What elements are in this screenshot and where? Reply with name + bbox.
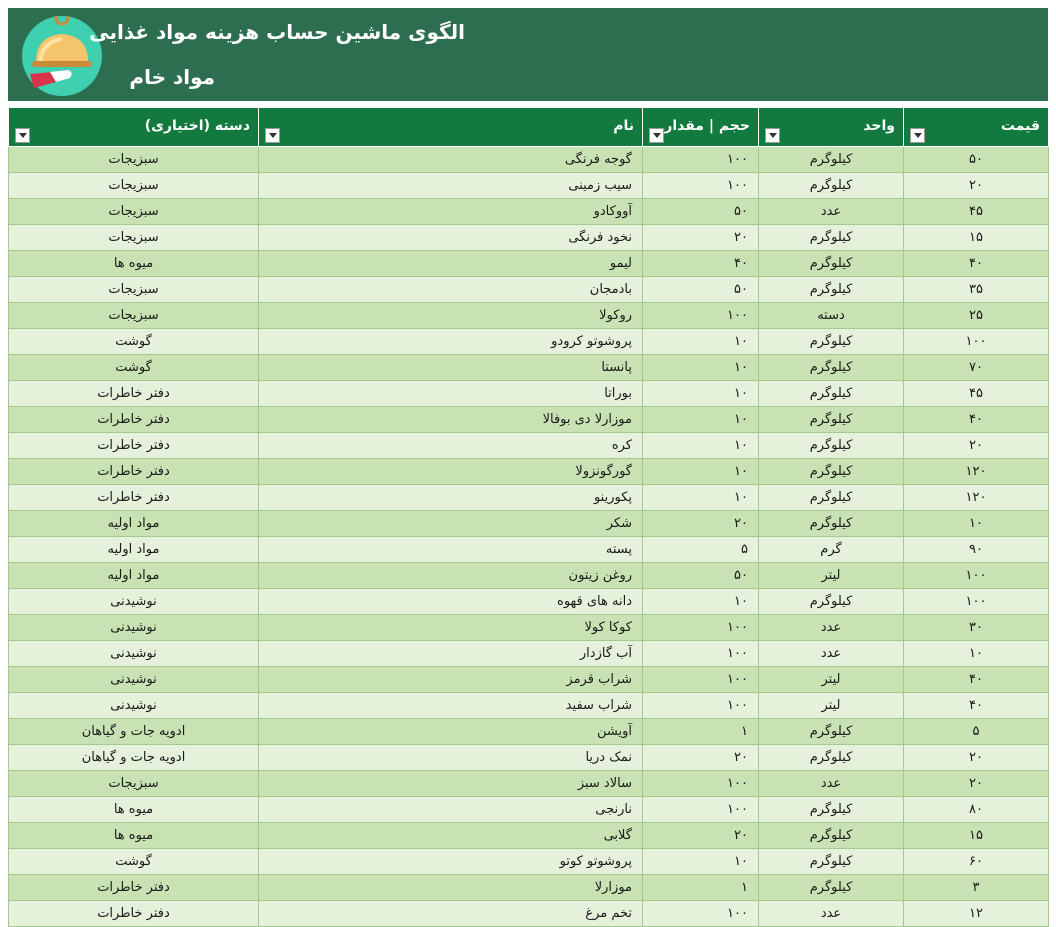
- price-cell[interactable]: ۱۰: [904, 511, 1049, 537]
- filter-dropdown-icon[interactable]: [265, 128, 280, 143]
- unit-cell[interactable]: گرم: [759, 537, 904, 563]
- unit-cell[interactable]: کیلوگرم: [759, 407, 904, 433]
- unit-cell[interactable]: لیتر: [759, 667, 904, 693]
- table-row: [9, 589, 1049, 615]
- quantity-cell[interactable]: ۱۰۰: [643, 147, 759, 173]
- name-cell[interactable]: موزارلا دی بوفالا: [259, 407, 643, 433]
- name-cell[interactable]: روکولا: [259, 303, 643, 329]
- table-row: [9, 251, 1049, 277]
- name-cell[interactable]: گوجه فرنگی: [259, 147, 643, 173]
- category-cell[interactable]: سبزیجات: [9, 199, 259, 225]
- price-cell[interactable]: ۱۲۰: [904, 459, 1049, 485]
- unit-cell[interactable]: کیلوگرم: [759, 823, 904, 849]
- price-cell[interactable]: ۲۰: [904, 173, 1049, 199]
- unit-cell[interactable]: کیلوگرم: [759, 875, 904, 901]
- unit-cell[interactable]: کیلوگرم: [759, 589, 904, 615]
- unit-cell[interactable]: دسته: [759, 303, 904, 329]
- price-cell[interactable]: ۱۰۰: [904, 563, 1049, 589]
- name-cell[interactable]: پسته: [259, 537, 643, 563]
- filter-dropdown-icon[interactable]: [765, 128, 780, 143]
- category-cell[interactable]: سبزیجات: [9, 147, 259, 173]
- category-cell[interactable]: ادویه جات و گیاهان: [9, 719, 259, 745]
- quantity-cell[interactable]: ۴۰: [643, 251, 759, 277]
- category-cell[interactable]: سبزیجات: [9, 277, 259, 303]
- quantity-cell[interactable]: ۵۰: [643, 199, 759, 225]
- price-cell[interactable]: ۱۰: [904, 641, 1049, 667]
- column-header-name: [259, 108, 643, 147]
- table-row: [9, 719, 1049, 745]
- name-cell[interactable]: پکورینو: [259, 485, 643, 511]
- column-header-unit: [759, 108, 904, 147]
- quantity-cell[interactable]: ۱۰: [643, 485, 759, 511]
- unit-cell[interactable]: کیلوگرم: [759, 459, 904, 485]
- price-cell[interactable]: ۷۰: [904, 355, 1049, 381]
- price-cell[interactable]: ۴۰: [904, 693, 1049, 719]
- price-cell[interactable]: ۲۰: [904, 771, 1049, 797]
- name-cell[interactable]: پانستا: [259, 355, 643, 381]
- section-subtitle: مواد خام: [129, 65, 215, 89]
- category-cell[interactable]: نوشیدنی: [9, 615, 259, 641]
- title-banner: [8, 8, 1048, 101]
- quantity-cell[interactable]: ۵۰: [643, 563, 759, 589]
- table-header-row: [9, 108, 1049, 147]
- column-header-category: [9, 108, 259, 147]
- category-cell[interactable]: دفتر خاطرات: [9, 875, 259, 901]
- category-cell[interactable]: دفتر خاطرات: [9, 381, 259, 407]
- name-cell[interactable]: دانه های قهوه: [259, 589, 643, 615]
- filter-dropdown-icon[interactable]: [15, 128, 30, 143]
- price-cell[interactable]: ۳: [904, 875, 1049, 901]
- category-cell[interactable]: ادویه جات و گیاهان: [9, 745, 259, 771]
- category-cell[interactable]: گوشت: [9, 355, 259, 381]
- quantity-cell[interactable]: ۱۰۰: [643, 901, 759, 927]
- name-cell[interactable]: لیمو: [259, 251, 643, 277]
- category-cell[interactable]: میوه ها: [9, 797, 259, 823]
- price-cell[interactable]: ۹۰: [904, 537, 1049, 563]
- table-row: [9, 849, 1049, 875]
- unit-cell[interactable]: کیلوگرم: [759, 277, 904, 303]
- unit-cell[interactable]: کیلوگرم: [759, 849, 904, 875]
- quantity-cell[interactable]: ۲۰: [643, 225, 759, 251]
- category-cell[interactable]: دفتر خاطرات: [9, 459, 259, 485]
- category-cell[interactable]: گوشت: [9, 849, 259, 875]
- quantity-cell[interactable]: ۱۰۰: [643, 641, 759, 667]
- price-cell[interactable]: ۶۰: [904, 849, 1049, 875]
- name-cell[interactable]: شکر: [259, 511, 643, 537]
- price-cell[interactable]: ۱۲۰: [904, 485, 1049, 511]
- quantity-cell[interactable]: ۱: [643, 719, 759, 745]
- price-cell[interactable]: ۴۰: [904, 667, 1049, 693]
- name-cell[interactable]: شراب سفید: [259, 693, 643, 719]
- category-cell[interactable]: مواد اولیه: [9, 563, 259, 589]
- unit-cell[interactable]: کیلوگرم: [759, 433, 904, 459]
- name-cell[interactable]: گلابی: [259, 823, 643, 849]
- page-title: الگوی ماشین حساب هزینه مواد غذایی: [89, 20, 465, 44]
- table-row: [9, 901, 1049, 927]
- table-row: [9, 433, 1049, 459]
- price-cell[interactable]: ۱۲: [904, 901, 1049, 927]
- quantity-cell[interactable]: ۱۰: [643, 355, 759, 381]
- table-row: [9, 641, 1049, 667]
- quantity-cell[interactable]: ۱۰۰: [643, 667, 759, 693]
- quantity-cell[interactable]: ۱۰: [643, 381, 759, 407]
- price-cell[interactable]: ۱۵: [904, 225, 1049, 251]
- table-row: [9, 823, 1049, 849]
- name-cell[interactable]: شراب قرمز: [259, 667, 643, 693]
- column-header-label: واحد: [863, 118, 895, 134]
- price-cell[interactable]: ۲۰: [904, 745, 1049, 771]
- column-header-label: نام: [613, 118, 634, 134]
- unit-cell[interactable]: کیلوگرم: [759, 381, 904, 407]
- name-cell[interactable]: آویشن: [259, 719, 643, 745]
- table-row: [9, 225, 1049, 251]
- quantity-cell[interactable]: ۱۰: [643, 407, 759, 433]
- table-row: [9, 303, 1049, 329]
- quantity-cell[interactable]: ۱۰: [643, 849, 759, 875]
- quantity-cell[interactable]: ۵۰: [643, 277, 759, 303]
- table-row: [9, 485, 1049, 511]
- column-header-price: [904, 108, 1049, 147]
- name-cell[interactable]: بوراتا: [259, 381, 643, 407]
- category-cell[interactable]: دفتر خاطرات: [9, 433, 259, 459]
- table-row: [9, 745, 1049, 771]
- category-cell[interactable]: میوه ها: [9, 823, 259, 849]
- unit-cell[interactable]: عدد: [759, 199, 904, 225]
- name-cell[interactable]: گورگونزولا: [259, 459, 643, 485]
- price-cell[interactable]: ۴۰: [904, 251, 1049, 277]
- name-cell[interactable]: پروشوتو کوتو: [259, 849, 643, 875]
- price-cell[interactable]: ۱۰۰: [904, 329, 1049, 355]
- filter-dropdown-icon[interactable]: [910, 128, 925, 143]
- category-cell[interactable]: سبزیجات: [9, 771, 259, 797]
- unit-cell[interactable]: عدد: [759, 901, 904, 927]
- price-cell[interactable]: ۸۰: [904, 797, 1049, 823]
- category-cell[interactable]: سبزیجات: [9, 303, 259, 329]
- column-header-label: قیمت: [1000, 118, 1040, 134]
- unit-cell[interactable]: کیلوگرم: [759, 485, 904, 511]
- unit-cell[interactable]: کیلوگرم: [759, 329, 904, 355]
- category-cell[interactable]: دفتر خاطرات: [9, 407, 259, 433]
- table-row: [9, 537, 1049, 563]
- price-cell[interactable]: ۲۵: [904, 303, 1049, 329]
- name-cell[interactable]: روغن زیتون: [259, 563, 643, 589]
- price-cell[interactable]: ۲۰: [904, 433, 1049, 459]
- name-cell[interactable]: سالاد سبز: [259, 771, 643, 797]
- category-cell[interactable]: مواد اولیه: [9, 511, 259, 537]
- name-cell[interactable]: سیب زمینی: [259, 173, 643, 199]
- name-cell[interactable]: پروشوتو کرودو: [259, 329, 643, 355]
- quantity-cell[interactable]: ۲۰: [643, 745, 759, 771]
- table-body: [9, 147, 1049, 927]
- unit-cell[interactable]: کیلوگرم: [759, 355, 904, 381]
- category-cell[interactable]: دفتر خاطرات: [9, 485, 259, 511]
- quantity-cell[interactable]: ۱۰۰: [643, 173, 759, 199]
- quantity-cell[interactable]: ۵: [643, 537, 759, 563]
- table-row: [9, 329, 1049, 355]
- quantity-cell[interactable]: ۱۰: [643, 459, 759, 485]
- table-row: [9, 667, 1049, 693]
- name-cell[interactable]: بادمجان: [259, 277, 643, 303]
- unit-cell[interactable]: کیلوگرم: [759, 719, 904, 745]
- ingredients-table: [8, 107, 1049, 927]
- table-row: [9, 381, 1049, 407]
- category-cell[interactable]: نوشیدنی: [9, 641, 259, 667]
- column-header-label: دسته (اختیاری): [144, 118, 250, 134]
- price-cell[interactable]: ۴۵: [904, 199, 1049, 225]
- quantity-cell[interactable]: ۲۰: [643, 823, 759, 849]
- category-cell[interactable]: سبزیجات: [9, 225, 259, 251]
- table-row: [9, 875, 1049, 901]
- price-cell[interactable]: ۱۵: [904, 823, 1049, 849]
- quantity-cell[interactable]: ۱۰۰: [643, 797, 759, 823]
- name-cell[interactable]: کوکا کولا: [259, 615, 643, 641]
- category-cell[interactable]: نوشیدنی: [9, 667, 259, 693]
- price-cell[interactable]: ۵: [904, 719, 1049, 745]
- column-header-quantity: [643, 108, 759, 147]
- unit-cell[interactable]: کیلوگرم: [759, 797, 904, 823]
- price-cell[interactable]: ۳۰: [904, 615, 1049, 641]
- quantity-cell[interactable]: ۱: [643, 875, 759, 901]
- filter-dropdown-icon[interactable]: [649, 128, 664, 143]
- unit-cell[interactable]: عدد: [759, 641, 904, 667]
- unit-cell[interactable]: کیلوگرم: [759, 251, 904, 277]
- unit-cell[interactable]: کیلوگرم: [759, 147, 904, 173]
- table-row: [9, 407, 1049, 433]
- price-cell[interactable]: ۳۵: [904, 277, 1049, 303]
- quantity-cell[interactable]: ۱۰۰: [643, 693, 759, 719]
- unit-cell[interactable]: عدد: [759, 771, 904, 797]
- name-cell[interactable]: نارنجی: [259, 797, 643, 823]
- table-row: [9, 147, 1049, 173]
- unit-cell[interactable]: لیتر: [759, 693, 904, 719]
- category-cell[interactable]: مواد اولیه: [9, 537, 259, 563]
- unit-cell[interactable]: کیلوگرم: [759, 173, 904, 199]
- table-row: [9, 615, 1049, 641]
- table-row: [9, 511, 1049, 537]
- table-row: [9, 693, 1049, 719]
- name-cell[interactable]: تخم مرغ: [259, 901, 643, 927]
- category-cell[interactable]: میوه ها: [9, 251, 259, 277]
- category-cell[interactable]: نوشیدنی: [9, 693, 259, 719]
- price-cell[interactable]: ۱۰۰: [904, 589, 1049, 615]
- table-row: [9, 459, 1049, 485]
- unit-cell[interactable]: عدد: [759, 615, 904, 641]
- name-cell[interactable]: نمک دریا: [259, 745, 643, 771]
- price-cell[interactable]: ۴۰: [904, 407, 1049, 433]
- unit-cell[interactable]: کیلوگرم: [759, 745, 904, 771]
- unit-cell[interactable]: کیلوگرم: [759, 511, 904, 537]
- category-cell[interactable]: سبزیجات: [9, 173, 259, 199]
- unit-cell[interactable]: کیلوگرم: [759, 225, 904, 251]
- name-cell[interactable]: کره: [259, 433, 643, 459]
- table-row: [9, 355, 1049, 381]
- unit-cell[interactable]: لیتر: [759, 563, 904, 589]
- category-cell[interactable]: دفتر خاطرات: [9, 901, 259, 927]
- quantity-cell[interactable]: ۱۰۰: [643, 303, 759, 329]
- price-cell[interactable]: ۵۰: [904, 147, 1049, 173]
- name-cell[interactable]: آووکادو: [259, 199, 643, 225]
- table-row: [9, 771, 1049, 797]
- quantity-cell[interactable]: ۱۰: [643, 329, 759, 355]
- quantity-cell[interactable]: ۱۰: [643, 433, 759, 459]
- table-row: [9, 199, 1049, 225]
- table-row: [9, 563, 1049, 589]
- name-cell[interactable]: موزارلا: [259, 875, 643, 901]
- quantity-cell[interactable]: ۱۰۰: [643, 771, 759, 797]
- quantity-cell[interactable]: ۱۰۰: [643, 615, 759, 641]
- quantity-cell[interactable]: ۱۰: [643, 589, 759, 615]
- category-cell[interactable]: گوشت: [9, 329, 259, 355]
- price-cell[interactable]: ۴۵: [904, 381, 1049, 407]
- name-cell[interactable]: آب گازدار: [259, 641, 643, 667]
- name-cell[interactable]: نخود فرنگی: [259, 225, 643, 251]
- column-header-label: حجم | مقدار: [664, 118, 750, 134]
- category-cell[interactable]: نوشیدنی: [9, 589, 259, 615]
- quantity-cell[interactable]: ۲۰: [643, 511, 759, 537]
- table-row: [9, 797, 1049, 823]
- table-row: [9, 173, 1049, 199]
- table-row: [9, 277, 1049, 303]
